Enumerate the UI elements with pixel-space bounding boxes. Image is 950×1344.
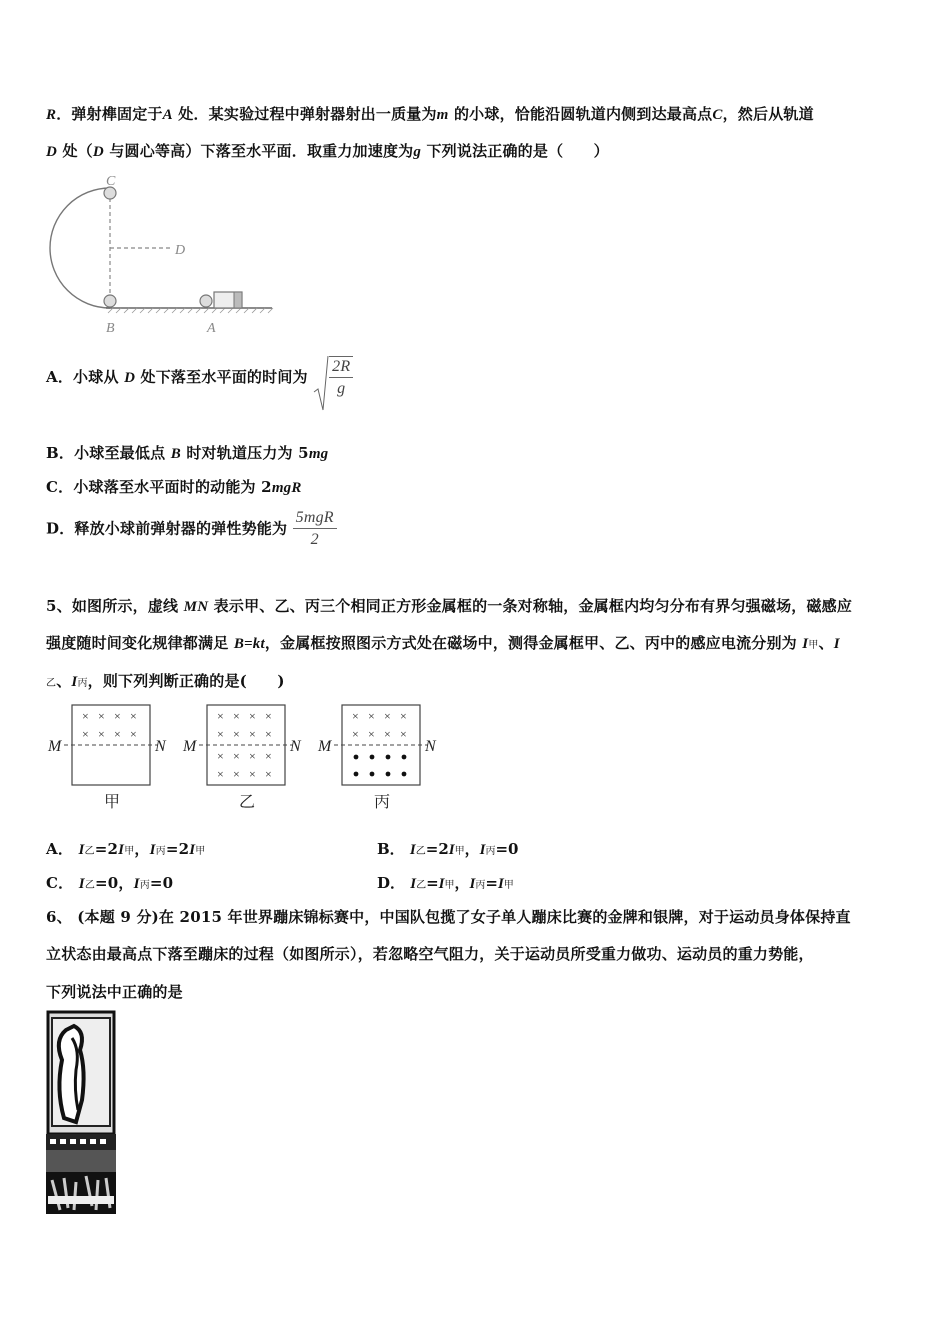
svg-text:×: × [217,709,224,723]
svg-text:×: × [98,727,105,741]
svg-text:M: M [318,738,332,755]
q5-option-d: D． I乙=I甲，I丙=I甲 [377,874,514,892]
q4-option-c: C．小球落至水平面时的动能为 2mgR [46,478,302,496]
svg-text:×: × [233,727,240,741]
q6-line3: 下列说法中正确的是 [46,983,183,1001]
svg-text:N: N [425,738,436,755]
frame-jia [47,705,167,811]
svg-text:×: × [249,749,256,763]
q5-frames-figure [44,700,454,815]
trampoline-photo [46,1010,116,1214]
svg-text:M: M [183,738,197,755]
q5-stem-line3: 乙、I丙，则下列判断正确的是( ) [46,672,285,690]
svg-text:×: × [114,709,121,723]
svg-text:×: × [98,709,105,723]
q4-option-d: D．释放小球前弹射器的弹性势能为 $\frac{\text{5mgR}}{2}$ [46,508,337,551]
frame-bing [317,705,437,811]
svg-text:×: × [233,749,240,763]
svg-text:×: × [265,767,272,781]
svg-text:乙: 乙 [239,794,256,811]
svg-text:×: × [217,749,224,763]
svg-text:×: × [352,727,359,741]
label-D: D [175,243,186,258]
svg-text:甲: 甲 [104,794,121,811]
q6-line2: 立状态由最高点下落至蹦床的过程（如图所示），若忽略空气阻力，关于运动员所受重力做功、运动员的重力势能， [46,945,814,963]
q5-stem-line2: 强度随时间变化规律都满足 B=kt，金属框按照图示方式处在磁场中，测得金属框甲、乙、丙中的感应电流分别为 I甲、I [46,634,840,652]
svg-text:×: × [384,709,391,723]
svg-text:×: × [114,727,121,741]
svg-text:M: M [48,738,62,755]
svg-text:×: × [368,709,375,723]
svg-text:×: × [265,727,272,741]
svg-text:×: × [82,709,89,723]
athlete-figure [59,1026,84,1122]
ball-launcher [200,295,212,307]
svg-text:×: × [130,727,137,741]
svg-text:×: × [217,767,224,781]
q6-line1: 6、 (本题 9 分)在 2015 年世界蹦床锦标赛中，中国队包揽了女子单人蹦床比赛的金牌和银牌，对于运动员身体保持直 [46,908,851,926]
q4-track-figure [44,170,284,340]
q5-stem-line1: 5、如图所示，虚线 MN 表示甲、乙、丙三个相同正方形金属框的一条对称轴，金属框内均匀分布有界匀强磁场，磁感应 [46,597,853,615]
svg-text:×: × [217,727,224,741]
svg-text:×: × [352,709,359,723]
svg-text:×: × [82,727,89,741]
q4-option-a: A．小球从 D 处下落至水平面的时间为 $\frac{2R}{g}$ [46,356,353,400]
frame-yi [182,705,302,811]
svg-text:×: × [400,727,407,741]
svg-text:×: × [249,727,256,741]
ball-bottom [104,295,116,307]
q4-option-b: B．小球至最低点 B 时对轨道压力为 5mg [46,444,329,462]
svg-text:×: × [249,709,256,723]
svg-text:×: × [265,709,272,723]
svg-text:×: × [368,727,375,741]
q5-option-c: C． I乙=0，I丙=0 [46,874,174,892]
q4-stem-line2: D 处（D 与圆心等高）下落至水平面．取重力加速度为g 下列说法正确的是（ ） [46,142,609,160]
svg-text:N: N [155,738,166,755]
svg-text:×: × [384,727,391,741]
svg-text:丙: 丙 [374,794,391,811]
label-A: A [207,321,216,336]
svg-text:×: × [233,709,240,723]
q5-option-b: B． I乙=2I甲，I丙=0 [377,840,519,858]
svg-text:×: × [265,749,272,763]
svg-text:×: × [400,709,407,723]
sqrt-expression: $\frac{2R}{g}$ [313,356,353,400]
q4-stem-line1: R．弹射榫固定于A 处．某实验过程中弹射器射出一质量为m 的小球，恰能沿圆轨道内侧到达最高点C，然后从轨道 [46,105,814,123]
q5-option-a: A． I乙=2I甲，I丙=2I甲 [46,840,206,858]
svg-text:×: × [233,767,240,781]
label-C: C [106,174,116,189]
label-B: B [106,321,115,336]
fraction-5mgR-2: $\frac{\text{5mgR}}{2}$ [293,508,337,551]
svg-text:×: × [249,767,256,781]
svg-text:×: × [130,709,137,723]
circular-track [50,188,110,308]
svg-text:N: N [290,738,301,755]
